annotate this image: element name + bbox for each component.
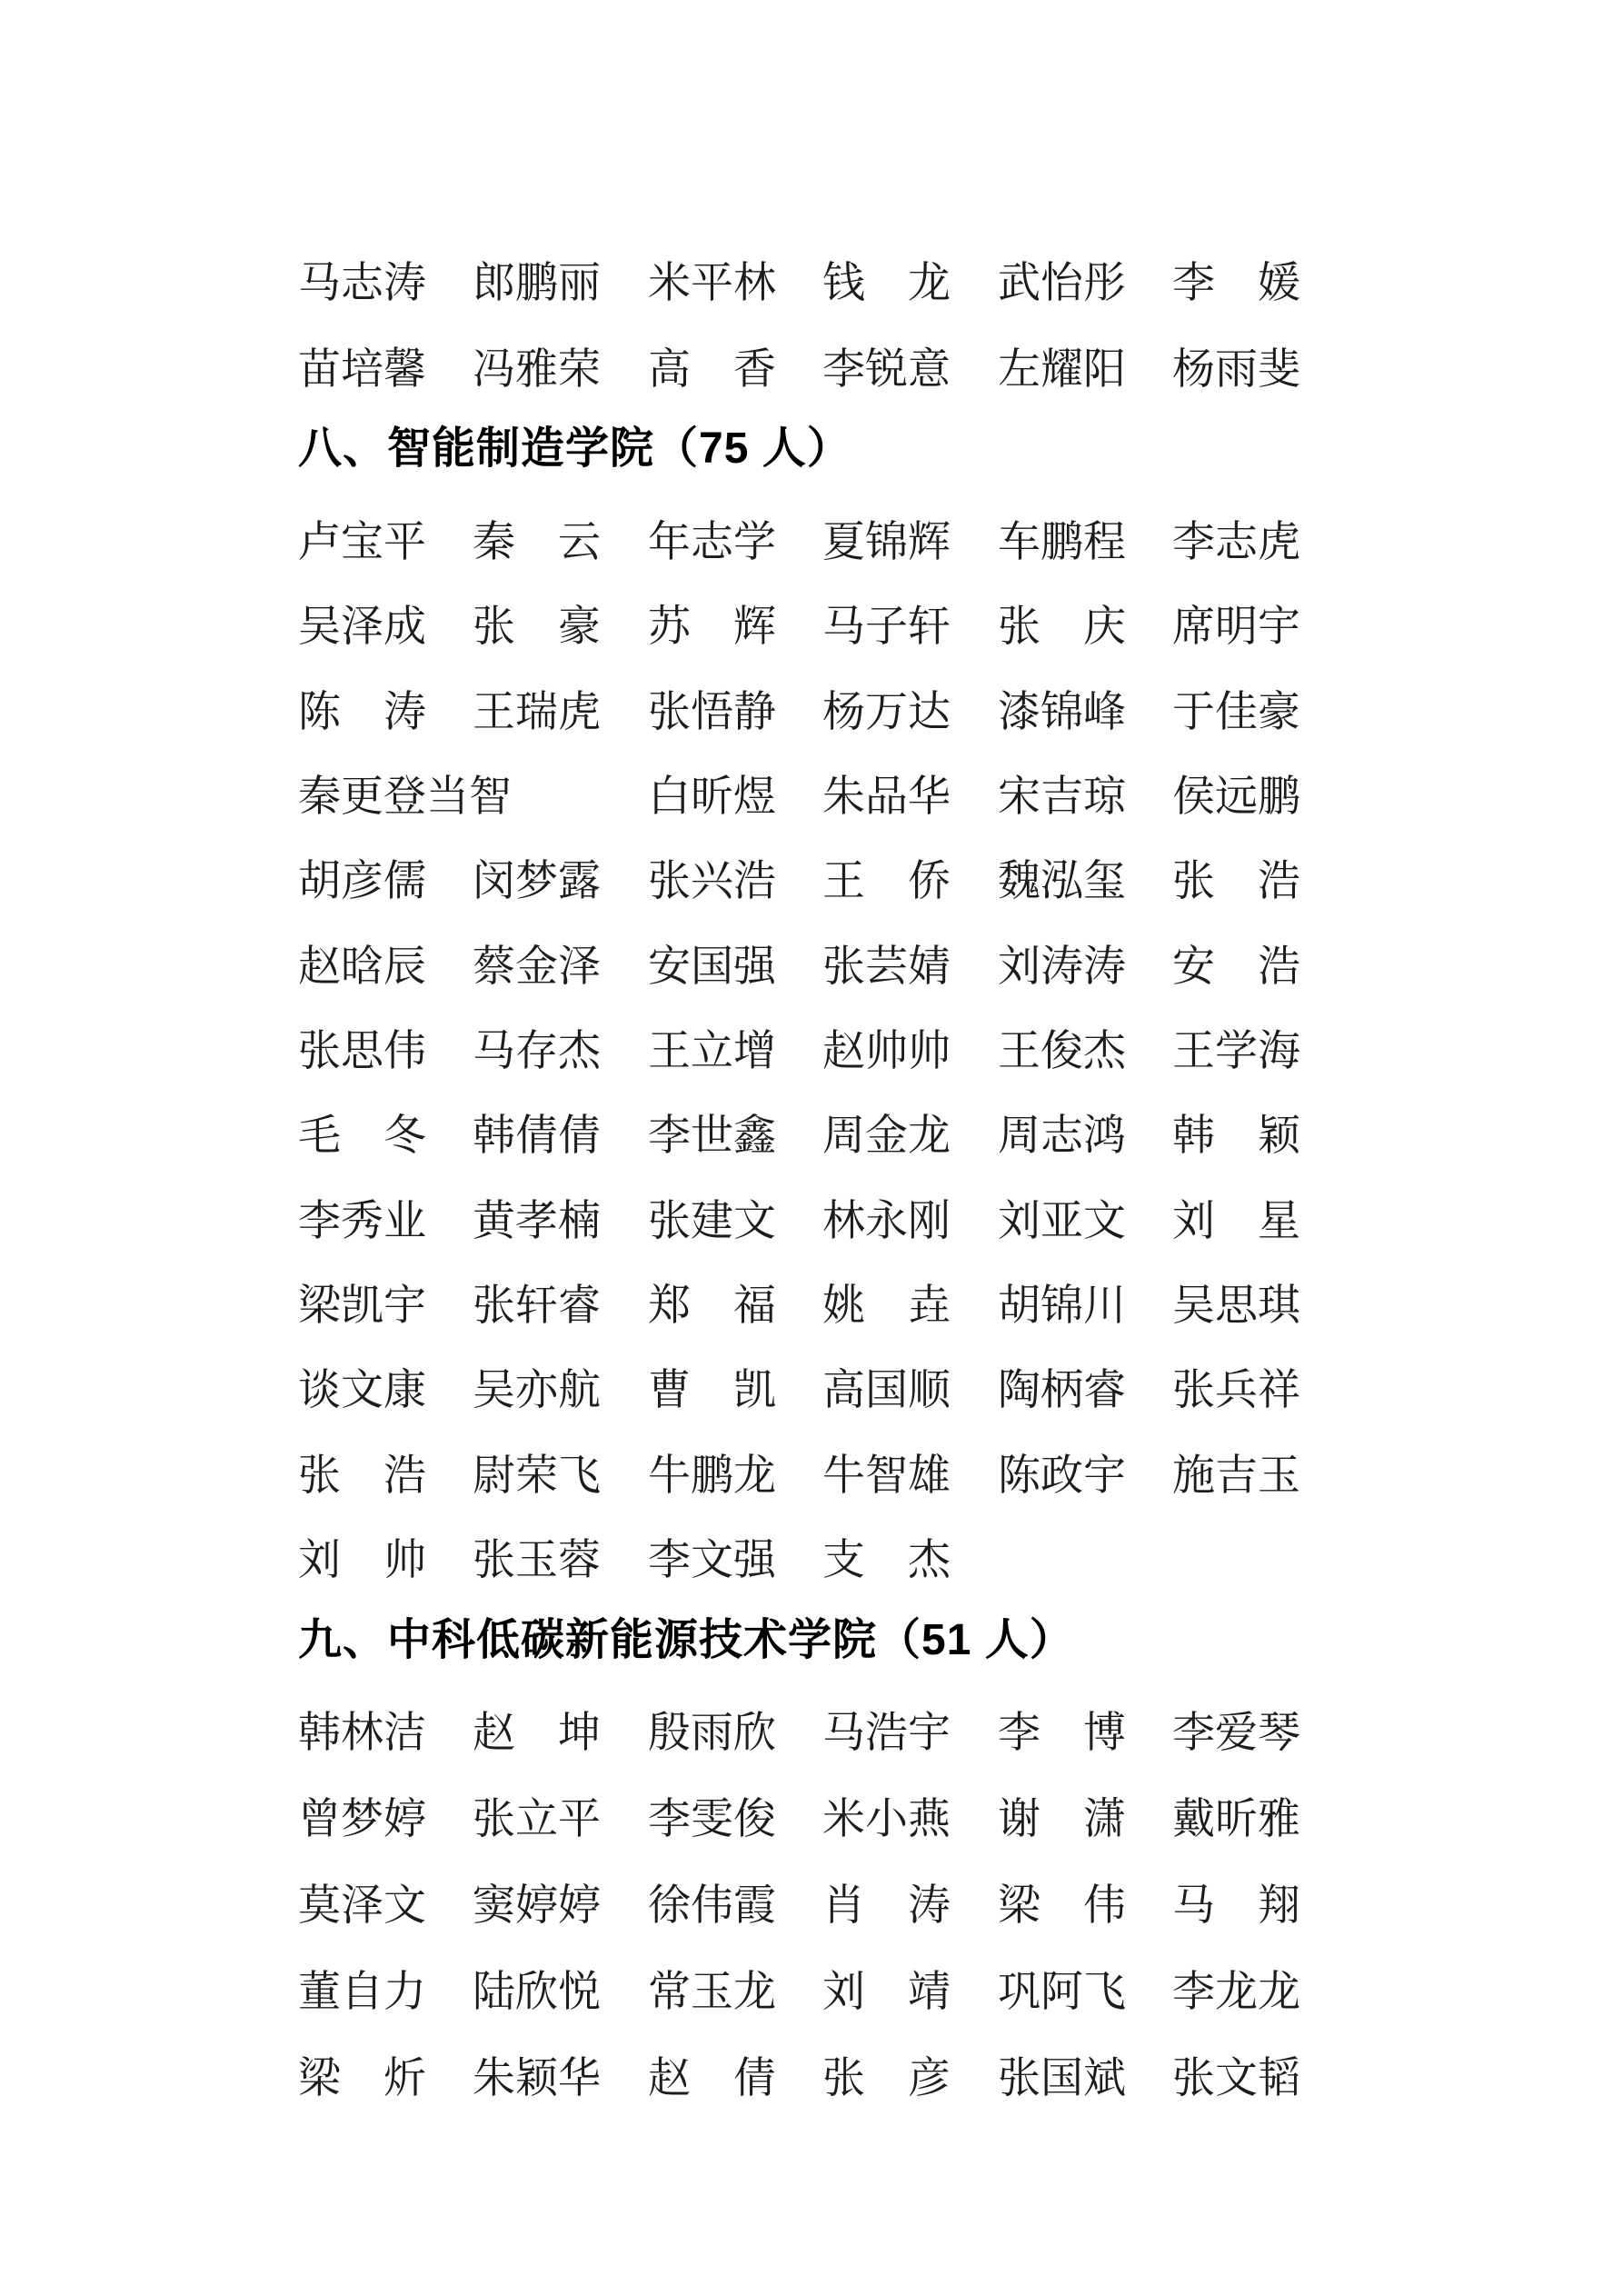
person-name: 钱 龙 xyxy=(822,258,951,308)
person-name: 米小燕 xyxy=(822,1794,951,1844)
person-name: 马存杰 xyxy=(473,1026,601,1076)
person-name: 胡锦川 xyxy=(998,1281,1126,1331)
person-name: 张悟静 xyxy=(648,687,776,737)
person-name: 李爱琴 xyxy=(1172,1708,1300,1758)
person-name: 刘 星 xyxy=(1172,1196,1300,1246)
person-name: 张 浩 xyxy=(298,1451,426,1501)
person-name: 朱颖华 xyxy=(473,2053,601,2103)
person-name: 郎鹏丽 xyxy=(473,258,601,308)
person-name: 安国强 xyxy=(648,942,776,992)
person-name: 毛 冬 xyxy=(298,1111,426,1161)
person-name: 闵梦露 xyxy=(473,856,601,906)
person-name: 赵晗辰 xyxy=(298,942,426,992)
person-name: 董自力 xyxy=(298,1967,426,2017)
person-name: 吴思琪 xyxy=(1172,1281,1300,1331)
person-name: 李 博 xyxy=(998,1708,1126,1758)
person-name: 蔡金泽 xyxy=(473,942,601,992)
person-name: 冯雅荣 xyxy=(473,344,601,394)
person-name: 窦婷婷 xyxy=(473,1881,601,1931)
person-name: 赵 倩 xyxy=(648,2053,776,2103)
person-name: 张 豪 xyxy=(473,602,601,652)
person-name: 陶柄睿 xyxy=(998,1365,1126,1415)
person-name: 刘涛涛 xyxy=(998,942,1126,992)
person-name: 郑 福 xyxy=(648,1281,776,1331)
person-name: 常玉龙 xyxy=(648,1967,776,2017)
person-name: 张国斌 xyxy=(998,2053,1126,2103)
person-name: 张玉蓉 xyxy=(473,1535,601,1585)
person-name: 朱品华 xyxy=(822,772,951,822)
person-name: 马子轩 xyxy=(822,602,951,652)
person-name: 苏 辉 xyxy=(648,602,776,652)
person-name: 马 翔 xyxy=(1172,1881,1300,1931)
person-name: 席明宇 xyxy=(1172,602,1300,652)
person-name: 漆锦峰 xyxy=(998,687,1126,737)
person-name: 秦更登当智 xyxy=(298,772,512,822)
person-name: 李文强 xyxy=(648,1535,776,1585)
person-name: 王立增 xyxy=(648,1026,776,1076)
person-name: 张建文 xyxy=(648,1196,776,1246)
person-name: 李 媛 xyxy=(1172,258,1300,308)
person-name: 苗培馨 xyxy=(298,344,426,394)
person-name: 李志虎 xyxy=(1172,517,1300,567)
person-name: 魏泓玺 xyxy=(998,856,1126,906)
person-name: 刘 帅 xyxy=(298,1535,426,1585)
person-name: 谢 潇 xyxy=(998,1794,1126,1844)
person-name: 高国顺 xyxy=(822,1365,951,1415)
person-name: 张芸婧 xyxy=(822,942,951,992)
person-name: 张 浩 xyxy=(1172,856,1300,906)
person-name: 李雯俊 xyxy=(648,1794,776,1844)
person-name: 胡彦儒 xyxy=(298,856,426,906)
person-name: 吴泽成 xyxy=(298,602,426,652)
person-name: 王 侨 xyxy=(822,856,951,906)
person-name: 曹 凯 xyxy=(648,1365,776,1415)
person-name: 刘 靖 xyxy=(822,1967,951,2017)
section-heading: 九、中科低碳新能源技术学院（51 人） xyxy=(298,1616,1074,1664)
person-name: 曾梦婷 xyxy=(298,1794,426,1844)
person-name: 殷雨欣 xyxy=(648,1708,776,1758)
person-name: 梁 炘 xyxy=(298,2053,426,2103)
person-name: 车鹏程 xyxy=(998,517,1126,567)
person-name: 米平林 xyxy=(648,258,776,308)
person-name: 张立平 xyxy=(473,1794,601,1844)
person-name: 戴昕雅 xyxy=(1172,1794,1300,1844)
person-name: 安 浩 xyxy=(1172,942,1300,992)
person-name: 张思伟 xyxy=(298,1026,426,1076)
person-name: 武怡彤 xyxy=(998,258,1126,308)
person-name: 巩阿飞 xyxy=(998,1967,1126,2017)
person-name: 陆欣悦 xyxy=(473,1967,601,2017)
person-name: 李龙龙 xyxy=(1172,1967,1300,2017)
person-name: 于佳豪 xyxy=(1172,687,1300,737)
person-name: 杨雨斐 xyxy=(1172,344,1300,394)
person-name: 王学海 xyxy=(1172,1026,1300,1076)
person-name: 周志鸿 xyxy=(998,1111,1126,1161)
person-name: 左耀阳 xyxy=(998,344,1126,394)
person-name: 支 杰 xyxy=(822,1535,951,1585)
section-heading: 八、智能制造学院（75 人） xyxy=(298,424,851,473)
person-name: 莫泽文 xyxy=(298,1881,426,1931)
person-name: 牛智雄 xyxy=(822,1451,951,1501)
person-name: 杨万达 xyxy=(822,687,951,737)
person-name: 李锐意 xyxy=(822,344,951,394)
person-name: 张文韬 xyxy=(1172,2053,1300,2103)
person-name: 赵帅帅 xyxy=(822,1026,951,1076)
person-name: 梁凯宇 xyxy=(298,1281,426,1331)
person-name: 黄孝楠 xyxy=(473,1196,601,1246)
person-name: 谈文康 xyxy=(298,1365,426,1415)
person-name: 韩 颖 xyxy=(1172,1111,1300,1161)
person-name: 白昕煜 xyxy=(648,772,776,822)
person-name: 宋吉琼 xyxy=(998,772,1126,822)
person-name: 赵 坤 xyxy=(473,1708,601,1758)
person-name: 王瑞虎 xyxy=(473,687,601,737)
person-name: 刘亚文 xyxy=(998,1196,1126,1246)
person-name: 夏锦辉 xyxy=(822,517,951,567)
person-name: 徐伟霞 xyxy=(648,1881,776,1931)
person-name: 张 庆 xyxy=(998,602,1126,652)
person-name: 施吉玉 xyxy=(1172,1451,1300,1501)
person-name: 年志学 xyxy=(648,517,776,567)
person-name: 韩倩倩 xyxy=(473,1111,601,1161)
person-name: 周金龙 xyxy=(822,1111,951,1161)
person-name: 陈 涛 xyxy=(298,687,426,737)
person-name: 李秀业 xyxy=(298,1196,426,1246)
person-name: 马浩宇 xyxy=(822,1708,951,1758)
person-name: 张兴浩 xyxy=(648,856,776,906)
person-name: 尉荣飞 xyxy=(473,1451,601,1501)
person-name: 牛鹏龙 xyxy=(648,1451,776,1501)
person-name: 马志涛 xyxy=(298,258,426,308)
person-name: 高 香 xyxy=(648,344,776,394)
person-name: 姚 垚 xyxy=(822,1281,951,1331)
person-name: 李世鑫 xyxy=(648,1111,776,1161)
person-name: 侯远鹏 xyxy=(1172,772,1300,822)
person-name: 王俊杰 xyxy=(998,1026,1126,1076)
person-name: 梁 伟 xyxy=(998,1881,1126,1931)
person-name: 陈政宇 xyxy=(998,1451,1126,1501)
person-name: 吴亦航 xyxy=(473,1365,601,1415)
person-name: 张 彦 xyxy=(822,2053,951,2103)
person-name: 林永刚 xyxy=(822,1196,951,1246)
person-name: 张兵祥 xyxy=(1172,1365,1300,1415)
person-name: 卢宝平 xyxy=(298,517,426,567)
person-name: 张轩睿 xyxy=(473,1281,601,1331)
person-name: 秦 云 xyxy=(473,517,601,567)
person-name: 韩林洁 xyxy=(298,1708,426,1758)
person-name: 肖 涛 xyxy=(822,1881,951,1931)
